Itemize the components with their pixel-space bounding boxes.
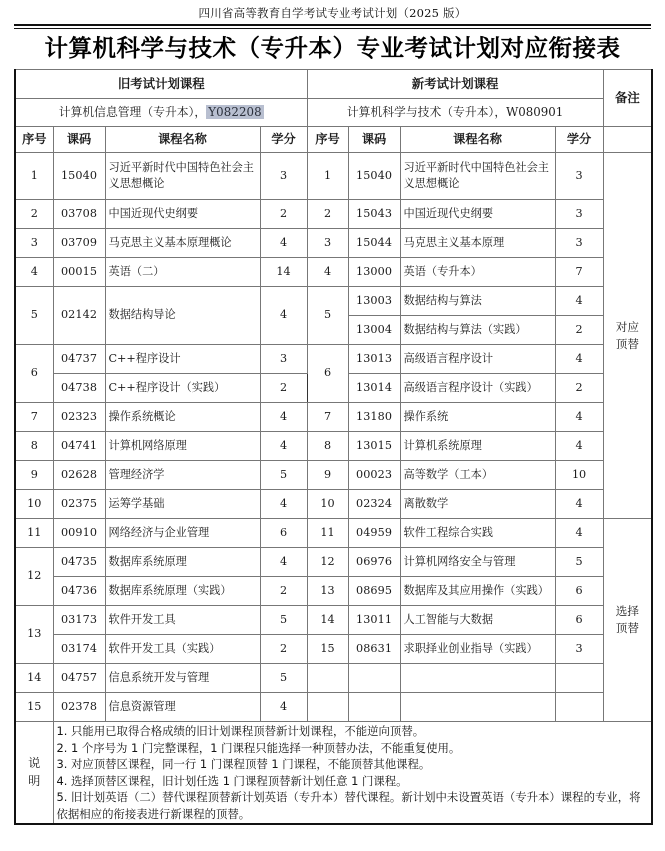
old-credit-cell: 3	[260, 153, 307, 200]
old-major-code-highlight[interactable]: Y082208	[208, 104, 262, 119]
old-seq-cell: 5	[15, 287, 53, 345]
new-seq-cell: 13	[307, 577, 348, 606]
old-name-cell: 马克思主义基本原理概论	[105, 229, 260, 258]
table-row	[15, 548, 652, 577]
new-name-cell: 离散数学	[400, 490, 555, 519]
old-credit-cell: 2	[260, 200, 307, 229]
old-major-label: 计算机信息管理（专升本），	[58, 104, 207, 119]
col-header-name-old: 课程名称	[105, 127, 260, 153]
new-code-cell: 13015	[348, 432, 400, 461]
old-code-cell: 02628	[53, 461, 105, 490]
remark-corresponding: 对应 顶替	[603, 153, 652, 519]
note-line: 1. 只能用已取得合格成绩的旧计划课程顶替新计划课程，不能逆向顶替。	[56, 724, 425, 739]
old-code-cell: 00910	[53, 519, 105, 548]
old-credit-cell: 4	[260, 287, 307, 345]
new-credit-cell: 3	[555, 153, 603, 200]
table-row	[15, 490, 652, 519]
old-name-cell: 软件开发工具（实践）	[105, 635, 260, 664]
old-name-cell: 运筹学基础	[105, 490, 260, 519]
old-credit-cell: 5	[260, 461, 307, 490]
new-code-cell	[348, 693, 400, 722]
old-code-cell: 04737	[53, 345, 105, 374]
table-row	[15, 635, 652, 664]
table-row	[15, 403, 652, 432]
new-name-cell: 人工智能与大数据	[400, 606, 555, 635]
new-credit-cell: 4	[555, 432, 603, 461]
page-title: 计算机科学与技术（专升本）专业考试计划对应衔接表	[44, 34, 621, 62]
new-seq-cell: 14	[307, 606, 348, 635]
old-seq-cell: 7	[15, 403, 53, 432]
old-credit-cell: 3	[260, 345, 307, 374]
old-code-cell: 04757	[53, 664, 105, 693]
old-seq-cell: 3	[15, 229, 53, 258]
old-name-cell: C++程序设计（实践）	[105, 374, 260, 403]
old-name-cell: 操作系统概论	[105, 403, 260, 432]
table-row	[15, 153, 652, 200]
new-name-cell: 中国近现代史纲要	[400, 200, 555, 229]
new-seq-cell: 7	[307, 403, 348, 432]
old-code-cell: 00015	[53, 258, 105, 287]
note-line: 2. 1 个序号为 1 门完整课程，1 门课程只能选择一种顶替办法，不能重复使用。	[56, 740, 461, 755]
old-code-cell: 04738	[53, 374, 105, 403]
old-seq-cell: 15	[15, 693, 53, 722]
old-code-cell: 02378	[53, 693, 105, 722]
old-name-cell: 管理经济学	[105, 461, 260, 490]
col-header-name-new: 课程名称	[400, 127, 555, 153]
new-name-cell: 高级语言程序设计	[400, 345, 555, 374]
old-seq-cell: 10	[15, 490, 53, 519]
new-seq-cell: 5	[307, 287, 348, 345]
old-seq-cell: 13	[15, 606, 53, 664]
old-name-cell: C++程序设计	[105, 345, 260, 374]
table-row	[15, 664, 652, 693]
col-header-credit-old: 学分	[260, 127, 307, 153]
new-code-cell: 15043	[348, 200, 400, 229]
old-credit-cell: 2	[260, 635, 307, 664]
new-code-cell: 13180	[348, 403, 400, 432]
new-code-cell: 04959	[348, 519, 400, 548]
table-row	[15, 258, 652, 287]
col-header-seq-old: 序号	[15, 127, 53, 153]
table-row	[15, 287, 652, 316]
new-plan-header: 新考试计划课程	[307, 70, 603, 99]
table-row	[15, 200, 652, 229]
articulation-table	[14, 69, 653, 825]
new-credit-cell: 5	[555, 548, 603, 577]
new-name-cell: 习近平新时代中国特色社会主义思想概论	[400, 153, 555, 200]
new-name-cell: 高级语言程序设计（实践）	[400, 374, 555, 403]
new-seq-cell: 6	[307, 345, 348, 403]
old-code-cell: 03174	[53, 635, 105, 664]
old-credit-cell: 2	[260, 577, 307, 606]
new-name-cell: 数据结构与算法	[400, 287, 555, 316]
new-seq-cell: 12	[307, 548, 348, 577]
new-credit-cell: 2	[555, 316, 603, 345]
new-credit-cell: 4	[555, 403, 603, 432]
note-line: 4. 选择顶替区课程，旧计划任选 1 门课程顶替新计划任意 1 门课程。	[56, 773, 408, 788]
header-divider-rule	[14, 24, 651, 29]
old-plan-header: 旧考试计划课程	[15, 70, 307, 99]
new-credit-cell: 10	[555, 461, 603, 490]
new-code-cell: 13014	[348, 374, 400, 403]
col-header-credit-new: 学分	[555, 127, 603, 153]
old-code-cell: 03173	[53, 606, 105, 635]
new-code-cell: 02324	[348, 490, 400, 519]
old-name-cell: 信息系统开发与管理	[105, 664, 260, 693]
note-line: 3. 对应顶替区课程，同一行 1 门课程顶替 1 门课程，不能顶替其他课程。	[56, 757, 431, 772]
old-credit-cell: 2	[260, 374, 307, 403]
remark-column-header: 备注	[603, 70, 652, 127]
col-header-code-old: 课码	[53, 127, 105, 153]
old-code-cell: 15040	[53, 153, 105, 200]
old-major-cell	[15, 99, 307, 127]
notes-row	[15, 722, 652, 825]
old-seq-cell: 4	[15, 258, 53, 287]
new-name-cell: 计算机系统原理	[400, 432, 555, 461]
new-seq-cell: 11	[307, 519, 348, 548]
table-row	[15, 577, 652, 606]
old-credit-cell: 4	[260, 432, 307, 461]
old-credit-cell: 4	[260, 548, 307, 577]
old-seq-cell: 9	[15, 461, 53, 490]
new-seq-cell: 1	[307, 153, 348, 200]
new-seq-cell	[307, 693, 348, 722]
new-code-cell: 15040	[348, 153, 400, 200]
new-code-cell: 08695	[348, 577, 400, 606]
remark-spacer-cell	[603, 127, 652, 153]
new-credit-cell: 4	[555, 287, 603, 316]
old-name-cell: 信息资源管理	[105, 693, 260, 722]
new-name-cell: 高等数学（工本）	[400, 461, 555, 490]
new-code-cell	[348, 664, 400, 693]
old-code-cell: 02323	[53, 403, 105, 432]
old-seq-cell: 14	[15, 664, 53, 693]
new-code-cell: 13000	[348, 258, 400, 287]
notes-content	[53, 722, 652, 825]
old-code-cell: 04741	[53, 432, 105, 461]
old-name-cell: 计算机网络原理	[105, 432, 260, 461]
new-name-cell: 求职择业创业指导（实践）	[400, 635, 555, 664]
col-header-seq-new: 序号	[307, 127, 348, 153]
new-seq-cell: 4	[307, 258, 348, 287]
remark-selective: 选择 顶替	[603, 519, 652, 722]
new-seq-cell: 15	[307, 635, 348, 664]
major-row	[15, 99, 652, 127]
new-credit-cell	[555, 664, 603, 693]
table-row	[15, 606, 652, 635]
new-name-cell: 计算机网络安全与管理	[400, 548, 555, 577]
new-major-cell: 计算机科学与技术（专升本），W080901	[307, 99, 603, 127]
new-seq-cell	[307, 664, 348, 693]
old-code-cell: 04736	[53, 577, 105, 606]
old-seq-cell: 2	[15, 200, 53, 229]
new-name-cell: 数据结构与算法（实践）	[400, 316, 555, 345]
new-code-cell: 00023	[348, 461, 400, 490]
new-name-cell: 英语（专升本）	[400, 258, 555, 287]
old-code-cell: 02142	[53, 287, 105, 345]
new-code-cell: 13004	[348, 316, 400, 345]
old-name-cell: 数据库系统原理（实践）	[105, 577, 260, 606]
table-row	[15, 693, 652, 722]
table-row	[15, 345, 652, 374]
note-line: 5. 旧计划英语（二）替代课程顶替新计划英语（专升本）替代课程。新计划中未设置英语（专升本）课程的专业，将依据相应的衔接表进行新课程的顶替。	[56, 790, 641, 821]
old-code-cell: 03708	[53, 200, 105, 229]
old-code-cell: 03709	[53, 229, 105, 258]
new-credit-cell: 4	[555, 490, 603, 519]
new-credit-cell: 3	[555, 229, 603, 258]
old-seq-cell: 6	[15, 345, 53, 403]
new-code-cell: 08631	[348, 635, 400, 664]
new-credit-cell: 2	[555, 374, 603, 403]
old-seq-cell: 12	[15, 548, 53, 606]
document-series-header: 四川省高等教育自学考试专业考试计划（2025 版）	[198, 6, 467, 20]
old-credit-cell: 4	[260, 403, 307, 432]
new-code-cell: 13003	[348, 287, 400, 316]
old-credit-cell: 14	[260, 258, 307, 287]
old-name-cell: 习近平新时代中国特色社会主义思想概论	[105, 153, 260, 200]
new-credit-cell: 3	[555, 635, 603, 664]
new-credit-cell: 4	[555, 345, 603, 374]
old-name-cell: 数据结构导论	[105, 287, 260, 345]
new-code-cell: 15044	[348, 229, 400, 258]
new-code-cell: 13011	[348, 606, 400, 635]
plan-header-row	[15, 70, 652, 99]
old-name-cell: 软件开发工具	[105, 606, 260, 635]
new-seq-cell: 3	[307, 229, 348, 258]
old-name-cell: 中国近现代史纲要	[105, 200, 260, 229]
new-seq-cell: 10	[307, 490, 348, 519]
old-credit-cell: 5	[260, 606, 307, 635]
new-credit-cell: 7	[555, 258, 603, 287]
new-credit-cell	[555, 693, 603, 722]
new-code-cell: 06976	[348, 548, 400, 577]
new-seq-cell: 9	[307, 461, 348, 490]
old-seq-cell: 8	[15, 432, 53, 461]
old-credit-cell: 4	[260, 229, 307, 258]
old-code-cell: 02375	[53, 490, 105, 519]
old-credit-cell: 4	[260, 490, 307, 519]
notes-label: 说 明	[15, 722, 53, 825]
table-row	[15, 229, 652, 258]
old-name-cell: 数据库系统原理	[105, 548, 260, 577]
new-name-cell: 数据库及其应用操作（实践）	[400, 577, 555, 606]
new-code-cell: 13013	[348, 345, 400, 374]
new-name-cell: 软件工程综合实践	[400, 519, 555, 548]
old-code-cell: 04735	[53, 548, 105, 577]
new-seq-cell: 2	[307, 200, 348, 229]
old-credit-cell: 5	[260, 664, 307, 693]
new-name-cell: 马克思主义基本原理	[400, 229, 555, 258]
new-name-cell: 操作系统	[400, 403, 555, 432]
old-credit-cell: 6	[260, 519, 307, 548]
new-credit-cell: 4	[555, 519, 603, 548]
col-header-code-new: 课码	[348, 127, 400, 153]
table-row	[15, 461, 652, 490]
column-header-row	[15, 127, 652, 153]
table-row	[15, 432, 652, 461]
new-name-cell	[400, 693, 555, 722]
new-credit-cell: 6	[555, 577, 603, 606]
new-seq-cell: 8	[307, 432, 348, 461]
old-seq-cell: 11	[15, 519, 53, 548]
old-name-cell: 英语（二）	[105, 258, 260, 287]
old-credit-cell: 4	[260, 693, 307, 722]
old-seq-cell: 1	[15, 153, 53, 200]
table-row	[15, 519, 652, 548]
new-credit-cell: 6	[555, 606, 603, 635]
old-name-cell: 网络经济与企业管理	[105, 519, 260, 548]
new-credit-cell: 3	[555, 200, 603, 229]
new-name-cell	[400, 664, 555, 693]
